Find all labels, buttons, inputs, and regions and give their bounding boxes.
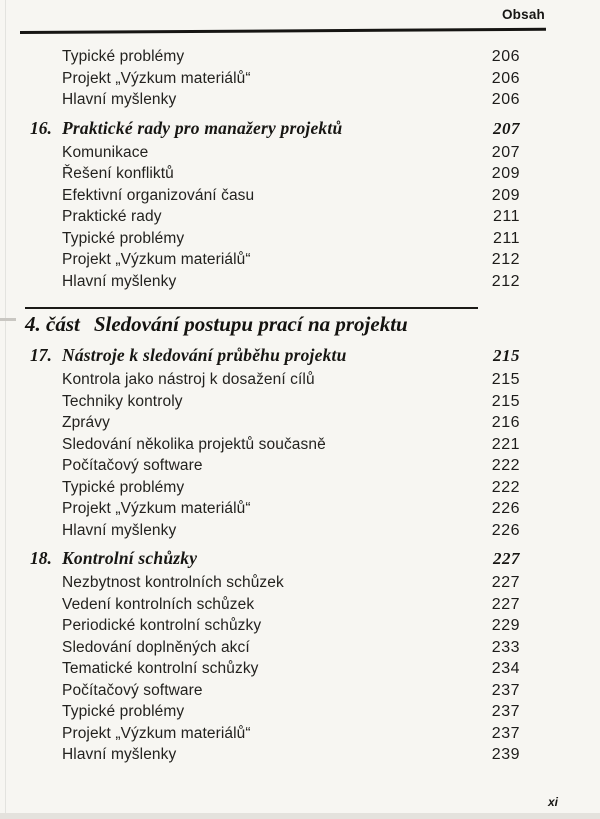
toc-entry-label: Periodické kontrolní schůzky	[62, 617, 262, 634]
toc-entry-row	[62, 273, 520, 295]
toc-chapter-row	[30, 117, 520, 144]
toc-entry-page-number: 222	[491, 457, 520, 474]
toc-entry-label: Efektivní organizování času	[62, 186, 255, 204]
header-rule	[20, 28, 546, 34]
toc-entry-label: Typické problémy	[62, 703, 185, 720]
toc-entry-row	[62, 187, 520, 209]
toc-entry-page-number: 212	[491, 251, 520, 268]
toc-entry-row	[62, 371, 520, 393]
toc-entry-label: Typické problémy	[62, 48, 185, 65]
toc-entry-row	[62, 251, 520, 273]
chapter-title: Nástroje k sledování průběhu projektu	[62, 345, 347, 365]
toc-entry-row	[62, 522, 520, 544]
toc-entry-row	[62, 393, 520, 415]
toc-entry-row	[62, 660, 520, 682]
toc-entry-row	[62, 725, 520, 747]
toc-entry-label: Počítačový software	[62, 457, 203, 474]
chapter-number: 17.	[30, 345, 52, 365]
toc-entry-page-number: 233	[491, 638, 520, 656]
toc-entry-label: Typické problémy	[62, 478, 185, 496]
toc-entry-label: Vedení kontrolních schůzek	[62, 595, 255, 613]
toc-entry-page-number: 222	[491, 478, 520, 496]
toc-entry-page-number: 237	[491, 681, 520, 699]
toc-entry-row	[62, 457, 520, 479]
toc-entry-row	[62, 617, 520, 639]
part-title: Sledování postupu prací na projektu	[93, 312, 408, 336]
toc-entry-row	[62, 703, 520, 725]
toc-entry-row	[62, 230, 520, 252]
toc-entry-label: Počítačový software	[62, 681, 203, 699]
toc-entry-row	[62, 70, 520, 92]
toc-entry-page-number: 207	[491, 143, 520, 161]
chapter-title: Praktické rady pro manažery projektů	[62, 117, 343, 138]
toc-body	[25, 44, 520, 768]
toc-chapter-row	[30, 345, 520, 371]
toc-entry-row	[62, 682, 520, 704]
toc-entry-row	[62, 48, 520, 70]
page-number-footer: xi	[547, 795, 558, 809]
toc-entry-row	[62, 596, 520, 618]
toc-entry-row	[62, 746, 520, 768]
toc-entry-row	[62, 479, 520, 501]
toc-entry-label: Projekt „Výzkum materiálů“	[62, 500, 251, 517]
toc-entry-row	[62, 414, 520, 436]
toc-entry-label: Sledování několika projektů současně	[62, 435, 326, 453]
toc-entry-page-number: 212	[491, 272, 520, 290]
toc-entry-page-number: 209	[491, 186, 520, 204]
toc-chapter-row	[30, 548, 520, 574]
toc-entry-page-number: 227	[491, 574, 520, 591]
toc-entry-page-number: 226	[491, 521, 520, 539]
chapter-title: Kontrolní schůzky	[62, 548, 198, 568]
toc-entry-label: Hlavní myšlenky	[62, 272, 177, 290]
toc-entry-page-number: 215	[491, 392, 520, 410]
toc-entry-row	[62, 436, 520, 458]
toc-entry-label: Nezbytnost kontrolních schůzek	[62, 574, 284, 591]
running-header: Obsah	[501, 7, 545, 22]
toc-entry-row	[62, 91, 520, 113]
chapter-number: 16.	[30, 117, 52, 138]
toc-entry-label: Hlavní myšlenky	[62, 521, 177, 539]
chapter-page-number: 207	[493, 118, 520, 138]
scan-smudge-artifact	[0, 318, 16, 321]
toc-entry-label: Typické problémy	[62, 229, 185, 247]
toc-entry-page-number: 234	[491, 660, 520, 677]
toc-entry-page-number: 221	[491, 435, 520, 453]
part-number-label: 4. část	[25, 312, 80, 336]
toc-entry-row	[62, 500, 520, 522]
chapter-page-number: 215	[493, 346, 520, 365]
toc-entry-label: Kontrola jako nástroj k dosažení cílů	[62, 371, 315, 388]
toc-entry-row	[62, 165, 520, 187]
chapter-page-number: 227	[493, 549, 520, 568]
toc-entry-page-number: 206	[491, 69, 520, 87]
toc-entry-page-number: 227	[491, 595, 520, 613]
chapter-number: 18.	[30, 548, 52, 568]
toc-entry-label: Řešení konfliktů	[62, 165, 174, 182]
toc-entry-label: Hlavní myšlenky	[62, 91, 177, 108]
toc-entry-page-number: 215	[491, 371, 520, 388]
toc-entry-row	[62, 639, 520, 661]
toc-entry-page-number: 237	[491, 703, 520, 720]
scan-bottom-edge-artifact	[0, 813, 600, 819]
toc-entry-row	[62, 144, 520, 166]
toc-entry-label: Praktické rady	[62, 208, 162, 225]
toc-entry-page-number: 216	[491, 414, 520, 431]
toc-entry-label: Hlavní myšlenky	[62, 746, 177, 763]
toc-entry-page-number: 239	[491, 746, 520, 763]
toc-entry-page-number: 209	[491, 165, 520, 182]
part-heading	[25, 307, 478, 337]
toc-entry-page-number: 237	[491, 724, 520, 742]
toc-entry-label: Projekt „Výzkum materiálů“	[62, 251, 251, 268]
toc-entry-label: Projekt „Výzkum materiálů“	[62, 724, 251, 742]
toc-entry-label: Komunikace	[62, 143, 149, 161]
toc-entry-page-number: 229	[491, 617, 520, 634]
toc-entry-label: Techniky kontroly	[62, 392, 183, 410]
toc-entry-label: Tematické kontrolní schůzky	[62, 660, 259, 677]
toc-entry-page-number: 206	[491, 48, 520, 65]
scan-edge-artifact	[5, 0, 6, 819]
toc-entry-label: Zprávy	[62, 414, 110, 431]
toc-entry-row	[62, 574, 520, 596]
toc-entry-row	[62, 208, 520, 230]
toc-entry-page-number: 226	[491, 500, 520, 517]
toc-entry-label: Sledování doplněných akcí	[62, 638, 250, 656]
toc-entry-label: Projekt „Výzkum materiálů“	[62, 69, 251, 87]
toc-entry-page-number: 211	[492, 229, 520, 247]
toc-entry-page-number: 211	[492, 208, 520, 225]
toc-entry-page-number: 206	[491, 91, 520, 108]
